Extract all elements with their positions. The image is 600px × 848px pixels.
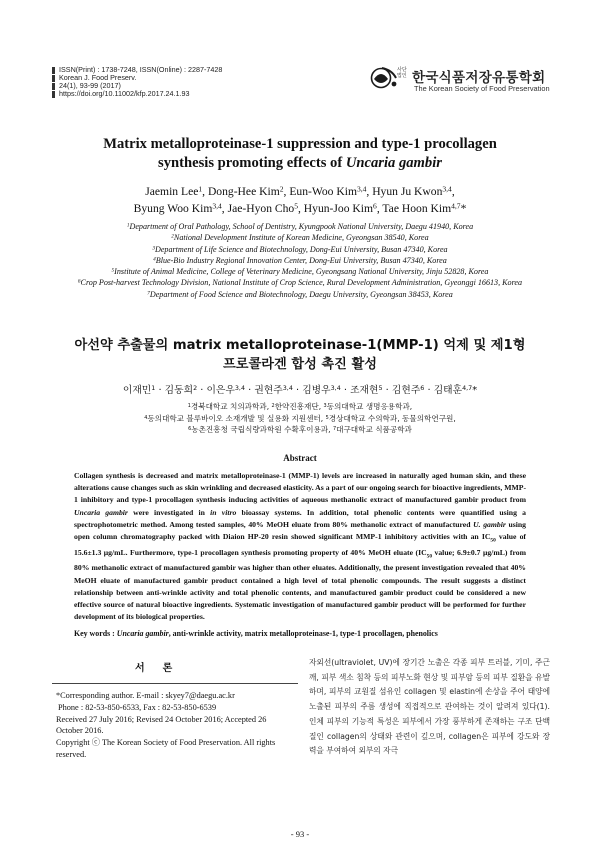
author-en: Hyun Ju Kwon$^{3,4}$,: [372, 184, 455, 198]
affiliations-ko: [40, 401, 560, 436]
page-number: - 93 -: [290, 829, 310, 839]
author-en: Jae-Hyon Cho$^5$,: [227, 201, 304, 215]
author-ko: 김동희$^2$ ·: [164, 384, 207, 396]
journal-name: Korean J. Food Preserv.: [59, 73, 137, 82]
volume-info: 24(1), 93-99 (2017): [59, 81, 121, 90]
keywords: [74, 629, 526, 638]
author-ko: 김현주$^6$ ·: [391, 384, 434, 396]
author-ko: 김병우$^{3,4}$ ·: [302, 384, 351, 396]
authors-ko: [40, 384, 560, 398]
abstract-heading: Abstract: [283, 453, 317, 463]
copyright-notice: Copyright ⓒ The Korean Society of Food Preservation. All rights reserved.: [56, 738, 276, 759]
abstract-body: Collagen synthesis is decreased and matrix metalloproteinase-1 (MMP-1) levels are increased in naturally aged human skin, and these alterations cause changes such as skin wrinkling and decreased elasticity. As a part of our ongoing search for bioactive ingredients, MMP-1 inhibitory and type-1 procollagen synthesis inducing activities of aqueous methanolic extract of manufactured gambir product from Uncaria gambir were investigated in in vitro bioassay systems. In addition, total phenolic contents were quantified using a spectrophotometric method. Among tested samples, 40% MeOH eluate from 80% methanolic extract of manufactured U. gambir using open column chromatography packed with Diaion HP-20 resin showed significant MMP-1 inhibitory activities with an $IC_{50}$ value of 15.6±1.3 μg/mL. Furthermore, type-1 procollagen synthesis promoting property of 40% MeOH eluate ($IC_{50}$ value; 6.9±0.7 μg/mL) from 80% methanolic extract of manufactured gambir was higher than other eluates. Additionally, the present investigation revealed that 40% MeOH eluate of manufactured gambir product contained a high level of total phenolic compounds. The result suggests a distinct relationship between anti-wrinkle activity and total phenolic contents, and manufactured gambir product could be considered a new effective source of natural bioactive ingredients. Systematic investigation of manufactured gambir product will be performed for further development of its biological properties.: [74, 471, 526, 622]
author-en: Eun-Woo Kim$^{3,4}$,: [289, 184, 373, 198]
issn-marker: [52, 67, 55, 74]
author-ko: 김태훈$^{4,7}$*: [433, 384, 478, 396]
footnote-divider: [52, 683, 298, 684]
affiliation-en: $^7$Department of Food Science and Biotechnology, Daegu University, Gyeongsan 38453, Korea: [147, 289, 453, 299]
authors-en-line2: [40, 200, 560, 217]
affiliation-en: $^3$Department of Life Science and Biotechnology, Dong-Eui University, Busan 47340, Korea: [152, 244, 448, 254]
corresponding-author-note: [56, 690, 294, 761]
title-en-line1: Matrix metalloproteinase-1 suppression and type-1 procollagen: [103, 136, 497, 152]
corresponding-phone: Phone : 82-53-850-6533, Fax : 82-53-850-6539: [58, 702, 217, 712]
society-logo: [368, 63, 558, 97]
title-ko-line1: 아선약 추출물의 matrix metalloproteinase-1(MMP-1) 억제 및 제1형: [74, 338, 526, 353]
doi-marker: [52, 91, 55, 98]
logo-corporate-label: 사단법인: [397, 67, 407, 79]
author-ko: 권현주$^{3,4}$ ·: [254, 384, 303, 396]
paper-title-en: [40, 135, 560, 173]
received-dates: Received 27 July 2016; Revised 24 October 2016; Accepted 26 October 2016.: [56, 714, 267, 736]
author-en: Tae Hoon Kim$^{4,7}$*: [382, 201, 467, 215]
title-en-line2: [40, 154, 560, 173]
keywords-list: , anti-wrinkle activity, matrix metalloproteinase-1, type-1 procollagen, phenolics: [168, 629, 438, 638]
author-en: Hyun-Joo Kim$^6$,: [303, 201, 383, 215]
keyword-species: Uncaria gambir: [116, 629, 169, 638]
logo-society-english: The Korean Society of Food Preservation: [414, 84, 550, 93]
keywords-label: Key words :: [74, 629, 117, 638]
authors-en: [40, 183, 560, 217]
affiliation-en: $^4$Blue-Bio Industry Regional Innovation Center, Dong-Eui University, Busan 47340, Korea: [153, 255, 447, 265]
title-en-species: Uncaria gambir: [345, 155, 442, 171]
corresponding-email[interactable]: *Corresponding author. E-mail : skyey7@daegu.ac.kr: [56, 691, 235, 700]
logo-society-name: 한국식품저장유통학회: [412, 70, 546, 86]
issn-text: ISSN(Print) : 1738-7248, ISSN(Online) : 2287-7428: [59, 65, 223, 74]
author-en: Jaemin Lee$^1$,: [145, 184, 208, 198]
affiliations-en: [40, 221, 560, 300]
author-en: Byung Woo Kim$^{3,4}$,: [133, 201, 228, 215]
affiliation-en: $^6$Crop Post-harvest Technology Division, National Institute of Crop Science, Rural Development Administration, Gyeonggi 16613, Korea: [77, 278, 523, 288]
author-ko: 이은우$^{3,4}$ ·: [206, 384, 255, 396]
author-ko: 조재현$^5$ ·: [350, 384, 392, 396]
affiliation-en: $^5$Institute of Animal Medicine, College of Veterinary Medicine, Gyeongsang National University, Jinju 52828, Korea: [111, 267, 489, 277]
paper-title-ko: [40, 337, 560, 374]
title-en-line2-text: synthesis promoting effects of: [158, 155, 346, 171]
author-ko: 이재민$^1$ ·: [122, 384, 165, 396]
authors-en-line1: [40, 183, 560, 200]
affiliation-ko-line3: $^6$농촌진흥청 국립식량과학원 수확후이용과, $^7$대구대학교 식품공학과: [188, 425, 412, 434]
volume-marker: [52, 83, 55, 90]
society-emblem-icon: [370, 65, 400, 91]
author-en: Dong-Hee Kim$^2$,: [207, 184, 290, 198]
introduction-text: 자외선(ultraviolet, UV)에 장기간 노출은 각종 피부 트러블, 기미, 주근깨, 피부 색소 침착 등의 피부노화 현상 및 피부암 등의 피부 질환을 유발하며, 피부의 교원질 섬유인 collagen 및 elastin에 손상을 주어 태양에 노출된 피부의 주름 생성에 직접적으로 관여하는 것이 알려져 있다(1). 인체 피부의 기능적 특성은 피부에서 가장 풍부하게 존재하는 구조 단백질인 collagen의 상태와 관련이 깊으며, collagen은 피부에 강도와 장력을 부여하여 외부의 자극: [309, 658, 550, 756]
affiliation-en: $^2$National Development Institute of Korean Medicine, Gyeongsan 38540, Korea: [171, 233, 429, 243]
affiliation-ko-line2: $^4$동의대학교 블루바이오 소재개발 및 실용화 지원센터, $^5$경상대학교 수의학과, 동물의학연구원,: [144, 413, 456, 423]
affiliation-ko-line1: $^1$경북대학교 치의과학과, $^2$한약진흥재단, $^3$동의대학교 생명응용학과,: [187, 402, 413, 411]
title-ko-line2: 프로콜라겐 합성 촉진 활성: [223, 356, 377, 372]
doi-link[interactable]: https://doi.org/10.11002/kfp.2017.24.1.93: [59, 89, 190, 98]
section-heading-introduction: 서론: [135, 663, 191, 674]
affiliation-en: $^1$Department of Oral Pathology, School of Dentistry, Kyungpook National University, Daegu 41940, Korea: [126, 222, 474, 231]
journal-marker: [52, 75, 55, 82]
